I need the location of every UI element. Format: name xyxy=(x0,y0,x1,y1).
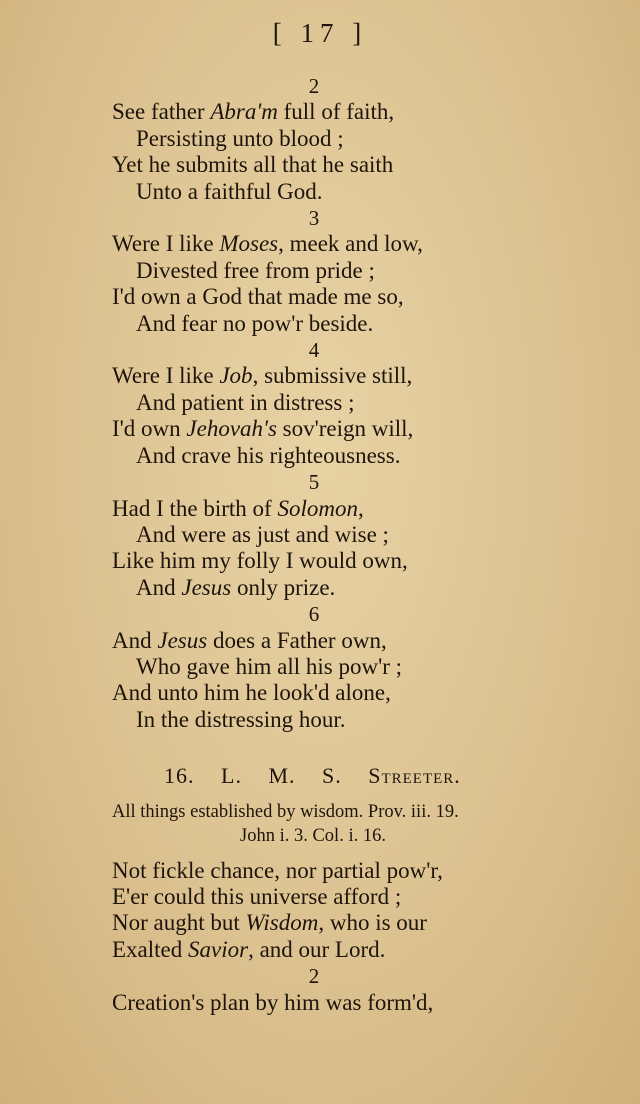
verse-number: 2 xyxy=(308,964,320,989)
verse-number: 3 xyxy=(308,206,320,231)
verse-line: And patient in distress ; xyxy=(136,389,355,415)
verse-line: Who gave him all his pow'r ; xyxy=(136,653,403,679)
verse-line: In the distressing hour. xyxy=(136,706,346,732)
verse-line: Exalted Savior, and our Lord. xyxy=(112,936,386,962)
verse-line: And unto him he look'd alone, xyxy=(112,680,391,706)
hymn-references: John i. 3. Col. i. 16. xyxy=(240,825,386,846)
verse-line: Were I like Moses, meek and low, xyxy=(112,231,423,257)
verse-line: And were as just and wise ; xyxy=(136,521,389,547)
verse-line: Unto a faithful God. xyxy=(136,178,323,204)
verse-number: 2 xyxy=(308,74,320,98)
verse-line: I'd own Jehovah's sov'reign will, xyxy=(112,416,414,442)
hymn-author: S. Streeter. xyxy=(322,763,461,789)
hymn-subtitle: All things established by wisdom. Prov. iii. 19. xyxy=(112,801,459,822)
verse-line: Persisting unto blood ; xyxy=(136,125,344,151)
italic-name: Savior xyxy=(188,936,249,962)
verse-line: See father Abra'm full of faith, xyxy=(112,99,395,125)
verse-line: And crave his righteousness. xyxy=(136,442,401,468)
italic-name: Job xyxy=(219,363,253,389)
verse-line: Were I like Job, submissive still, xyxy=(112,363,413,389)
verses-section xyxy=(112,73,482,733)
verse-line: I'd own a God that made me so, xyxy=(112,284,404,310)
verse-line: And fear no pow'r beside. xyxy=(136,310,374,336)
hymn-verse-1 xyxy=(112,858,482,964)
italic-name: Moses xyxy=(219,231,279,257)
verse-number: 6 xyxy=(308,602,320,627)
verse-line: And Jesus does a Father own, xyxy=(112,627,387,653)
verse-line: And Jesus only prize. xyxy=(136,574,336,600)
verse-line: E'er could this universe afford ; xyxy=(112,883,402,909)
italic-name: Jesus xyxy=(157,627,208,653)
verse-number: 4 xyxy=(308,338,320,363)
verse-line: Like him my folly I would own, xyxy=(112,548,408,574)
verse-number: 5 xyxy=(308,470,320,495)
italic-name: Solomon xyxy=(277,495,358,521)
verse-line: Had I the birth of Solomon, xyxy=(112,495,364,521)
hymn-text xyxy=(112,73,482,1016)
italic-name: Abra'm xyxy=(210,99,278,125)
hymn-number: 16. xyxy=(164,763,195,789)
page-number-header: [ 17 ] xyxy=(272,18,368,48)
verse-line: Yet he submits all that he saith xyxy=(112,152,394,178)
italic-name: Jesus xyxy=(181,574,232,600)
verse-line: Creation's plan by him was form'd, xyxy=(112,989,434,1015)
verse-line: Divested free from pride ; xyxy=(136,257,375,283)
italic-name: Wisdom xyxy=(245,910,319,936)
verse-line: Nor aught but Wisdom, who is our xyxy=(112,910,427,936)
hymn-heading xyxy=(112,763,482,789)
verse-line: Not fickle chance, nor partial pow'r, xyxy=(112,857,443,883)
hymn-meter: L. M. xyxy=(221,763,296,789)
italic-name: Jehovah's xyxy=(186,416,277,442)
